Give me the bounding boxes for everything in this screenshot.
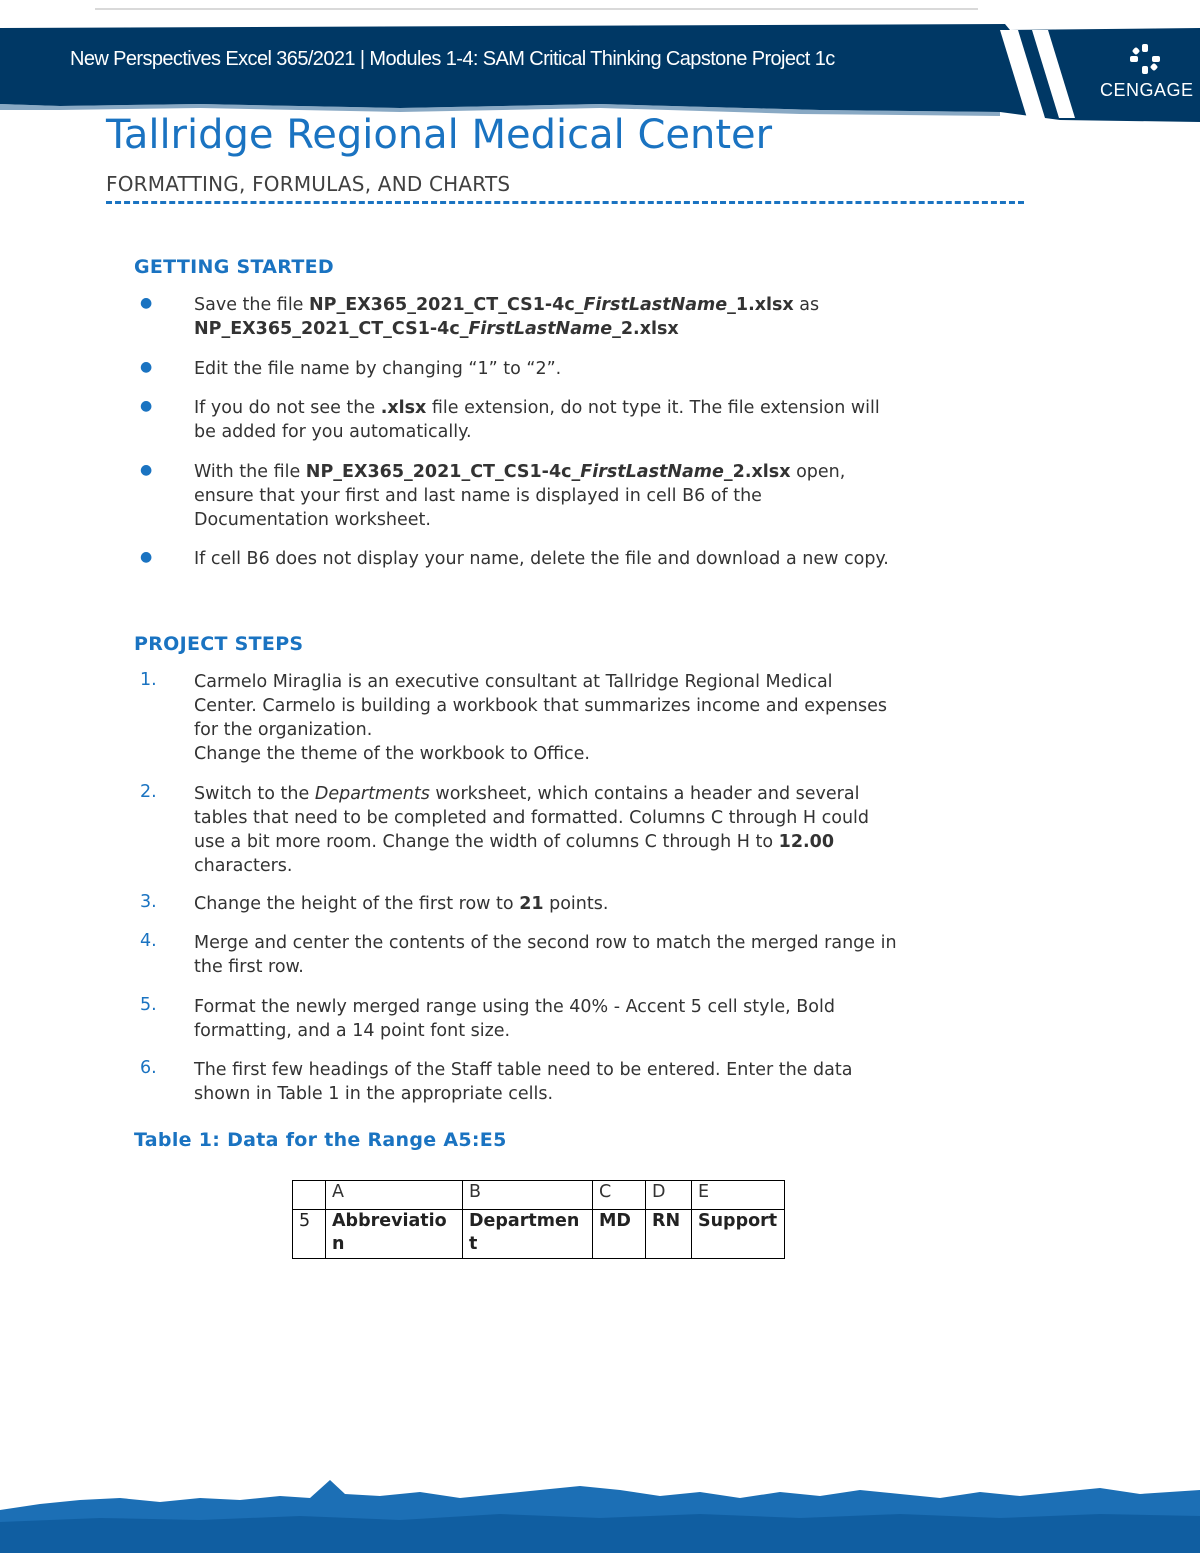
table-cell: Department (463, 1210, 593, 1259)
course-banner-text: New Perspectives Excel 365/2021 | Modules 1-4: SAM Critical Thinking Capstone Project 1c (70, 48, 835, 70)
step-number: 2. (140, 782, 157, 802)
document-subtitle: FORMATTING, FORMULAS, AND CHARTS (106, 172, 511, 196)
step-number: 4. (140, 931, 157, 951)
table-header-cell: D (646, 1181, 692, 1210)
list-item: Save the file NP_EX365_2021_CT_CS1-4c_FirstLastName_1.xlsx as NP_EX365_2021_CT_CS1-4c_FirstLastName_2.xlsx (194, 295, 820, 339)
list-item: If you do not see the .xlsx file extension, do not type it. The file extension will be added for you automatically. (194, 398, 880, 442)
logo-wordmark: CENGAGE (1100, 80, 1194, 100)
table-header-row (293, 1181, 785, 1210)
data-table (292, 1180, 785, 1259)
bullet-icon: ● (140, 398, 153, 414)
step-number: 3. (140, 892, 157, 912)
step-item: Change the height of the first row to 21 points. (194, 894, 609, 914)
table-header-cell: C (593, 1181, 646, 1210)
table-row (293, 1210, 785, 1259)
table-cell: Abbreviation (326, 1210, 463, 1259)
step-number: 5. (140, 995, 157, 1015)
bullet-icon: ● (140, 549, 153, 565)
table-header-cell: E (692, 1181, 785, 1210)
step-item: Carmelo Miraglia is an executive consultant at Tallridge Regional Medical Center. Carmelo is building a workbook that summarizes income and expenses for the organization. Change the theme of the workbook to Office. (194, 672, 887, 764)
bullet-icon: ● (140, 295, 153, 311)
document-title: Tallridge Regional Medical Center (106, 112, 773, 158)
table-header-cell: B (463, 1181, 593, 1210)
cengage-logo (1100, 42, 1194, 102)
bullet-icon: ● (140, 359, 153, 375)
bullet-icon: ● (140, 462, 153, 478)
step-item: Switch to the Departments worksheet, which contains a header and several tables that need to be completed and formatted. Columns C through H could use a bit more room. Change the width of columns C through H to 12.00 characters. (194, 784, 870, 876)
step-number: 6. (140, 1058, 157, 1078)
step-item: Merge and center the contents of the second row to match the merged range in the first row. (194, 933, 897, 977)
step-item: Format the newly merged range using the 40% - Accent 5 cell style, Bold formatting, and a 14 point font size. (194, 997, 835, 1041)
cengage-burst-icon (1100, 42, 1190, 78)
list-item: Edit the file name by changing “1” to “2”. (194, 359, 562, 379)
list-item: With the file NP_EX365_2021_CT_CS1-4c_FirstLastName_2.xlsx open, ensure that your first and last name is displayed in cell B6 of the Documentation worksheet. (194, 462, 846, 530)
table-header-cell (293, 1181, 326, 1210)
table-cell: Support (692, 1210, 785, 1259)
getting-started-heading: GETTING STARTED (134, 256, 334, 278)
step-number: 1. (140, 670, 157, 690)
step-item: The first few headings of the Staff table need to be entered. Enter the data shown in Table 1 in the appropriate cells. (194, 1060, 853, 1104)
table-caption: Table 1: Data for the Range A5:E5 (134, 1129, 507, 1151)
title-divider (106, 201, 1024, 204)
footer-wave (0, 1470, 1200, 1553)
table-cell: RN (646, 1210, 692, 1259)
project-steps-heading: PROJECT STEPS (134, 633, 304, 655)
list-item: If cell B6 does not display your name, delete the file and download a new copy. (194, 549, 889, 569)
table-cell: MD (593, 1210, 646, 1259)
table-header-cell: A (326, 1181, 463, 1210)
table-cell: 5 (293, 1210, 326, 1259)
